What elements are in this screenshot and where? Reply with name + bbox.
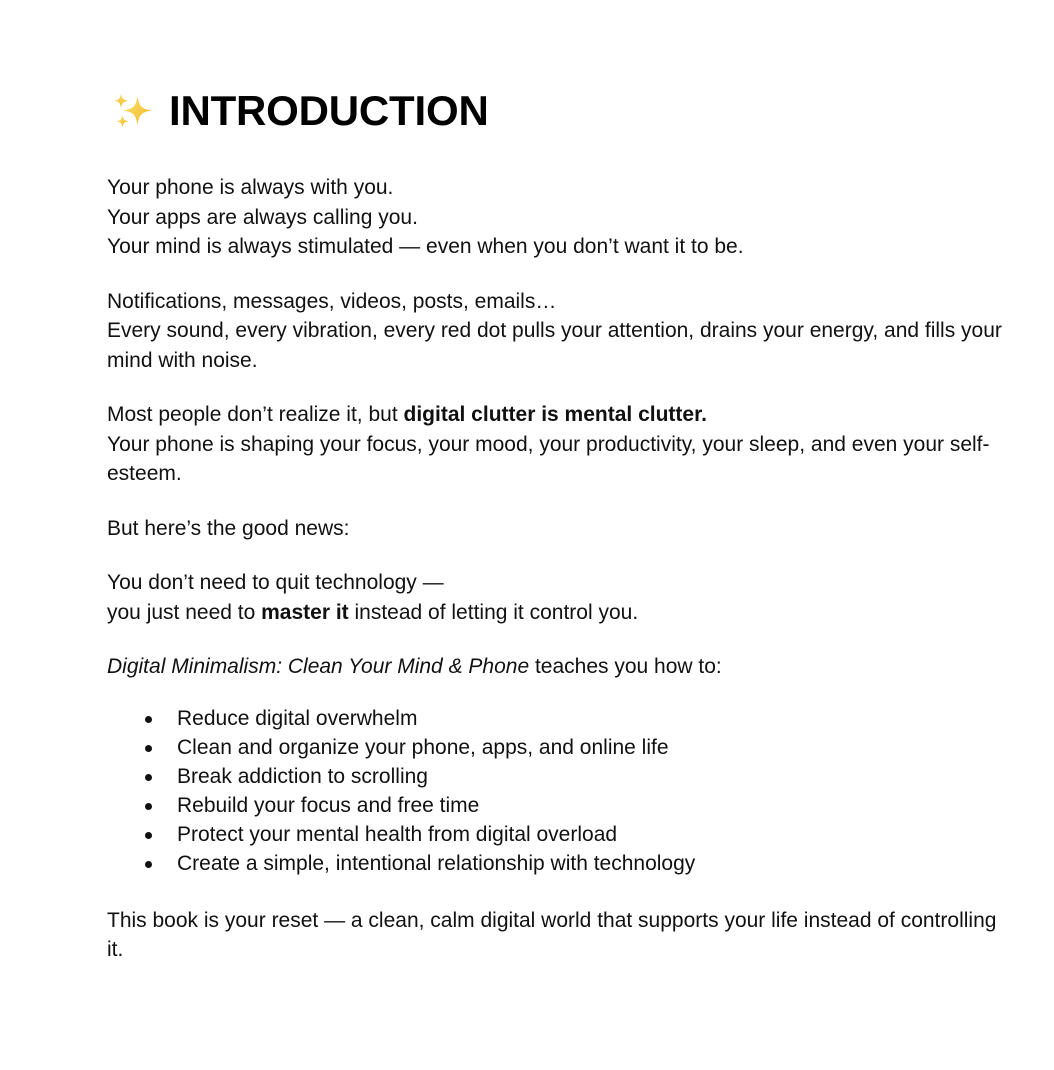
paragraph-closing — [107, 906, 1007, 965]
paragraph-noise — [107, 287, 1007, 376]
page-title-text: INTRODUCTION — [169, 87, 489, 135]
book-intro-suffix: teaches you how to: — [529, 655, 722, 678]
list-item — [107, 733, 1007, 762]
list-item-label: Break addiction to scrolling — [177, 764, 428, 788]
good-news-line-1: But here’s the good news: — [107, 516, 350, 540]
list-item — [107, 762, 1007, 791]
clutter-line-1-prefix: Most people don’t realize it, but — [107, 403, 404, 426]
master-line-2-prefix: you just need to — [107, 600, 262, 624]
list-item — [107, 791, 1007, 820]
paragraph-intro — [107, 173, 1007, 262]
intro-line-3: Your mind is always stimulated — even when you don’t want it to be. — [107, 235, 744, 258]
paragraph-master — [107, 568, 1007, 627]
noise-line-1: Notifications, messages, videos, posts, emails… — [107, 289, 557, 313]
master-line-1: You don’t need to quit technology — — [107, 571, 444, 594]
list-item-label: Rebuild your focus and free time — [177, 793, 480, 817]
intro-line-2: Your apps are always calling you. — [107, 205, 418, 229]
list-item — [107, 849, 1007, 878]
paragraph-good-news — [107, 514, 1007, 544]
page-title — [107, 0, 1007, 136]
document-content — [107, 0, 1007, 965]
list-item-label: Clean and organize your phone, apps, and online life — [177, 735, 669, 759]
list-item — [107, 820, 1007, 849]
benefits-list — [107, 704, 1007, 878]
list-item-label: Create a simple, intentional relationship with technology — [177, 851, 696, 875]
book-intro-line — [107, 652, 1007, 682]
intro-line-1: Your phone is always with you. — [107, 176, 394, 199]
paragraph-book-intro — [107, 652, 1007, 682]
clutter-line-1 — [107, 400, 1007, 430]
master-emphasis: master it — [261, 600, 349, 624]
sparkles-icon — [107, 87, 157, 137]
list-item-label: Reduce digital overwhelm — [177, 706, 418, 730]
clutter-line-2: Your phone is shaping your focus, your mood, your productivity, your sleep, and even your self-esteem. — [107, 432, 990, 485]
paragraph-clutter — [107, 400, 1007, 489]
list-item — [107, 704, 1007, 733]
closing-line: This book is your reset — a clean, calm digital world that supports your life instead of controlling it. — [107, 908, 997, 961]
book-title: Digital Minimalism: Clean Your Mind & Phone — [107, 655, 530, 678]
list-item-label: Protect your mental health from digital overload — [177, 822, 618, 846]
clutter-emphasis: digital clutter is mental clutter. — [403, 403, 707, 426]
master-line-2-suffix: instead of letting it control you. — [348, 600, 639, 624]
noise-line-2: Every sound, every vibration, every red dot pulls your attention, drains your energy, and fills your mind with noise. — [107, 319, 1002, 372]
master-line-2 — [107, 598, 1007, 628]
